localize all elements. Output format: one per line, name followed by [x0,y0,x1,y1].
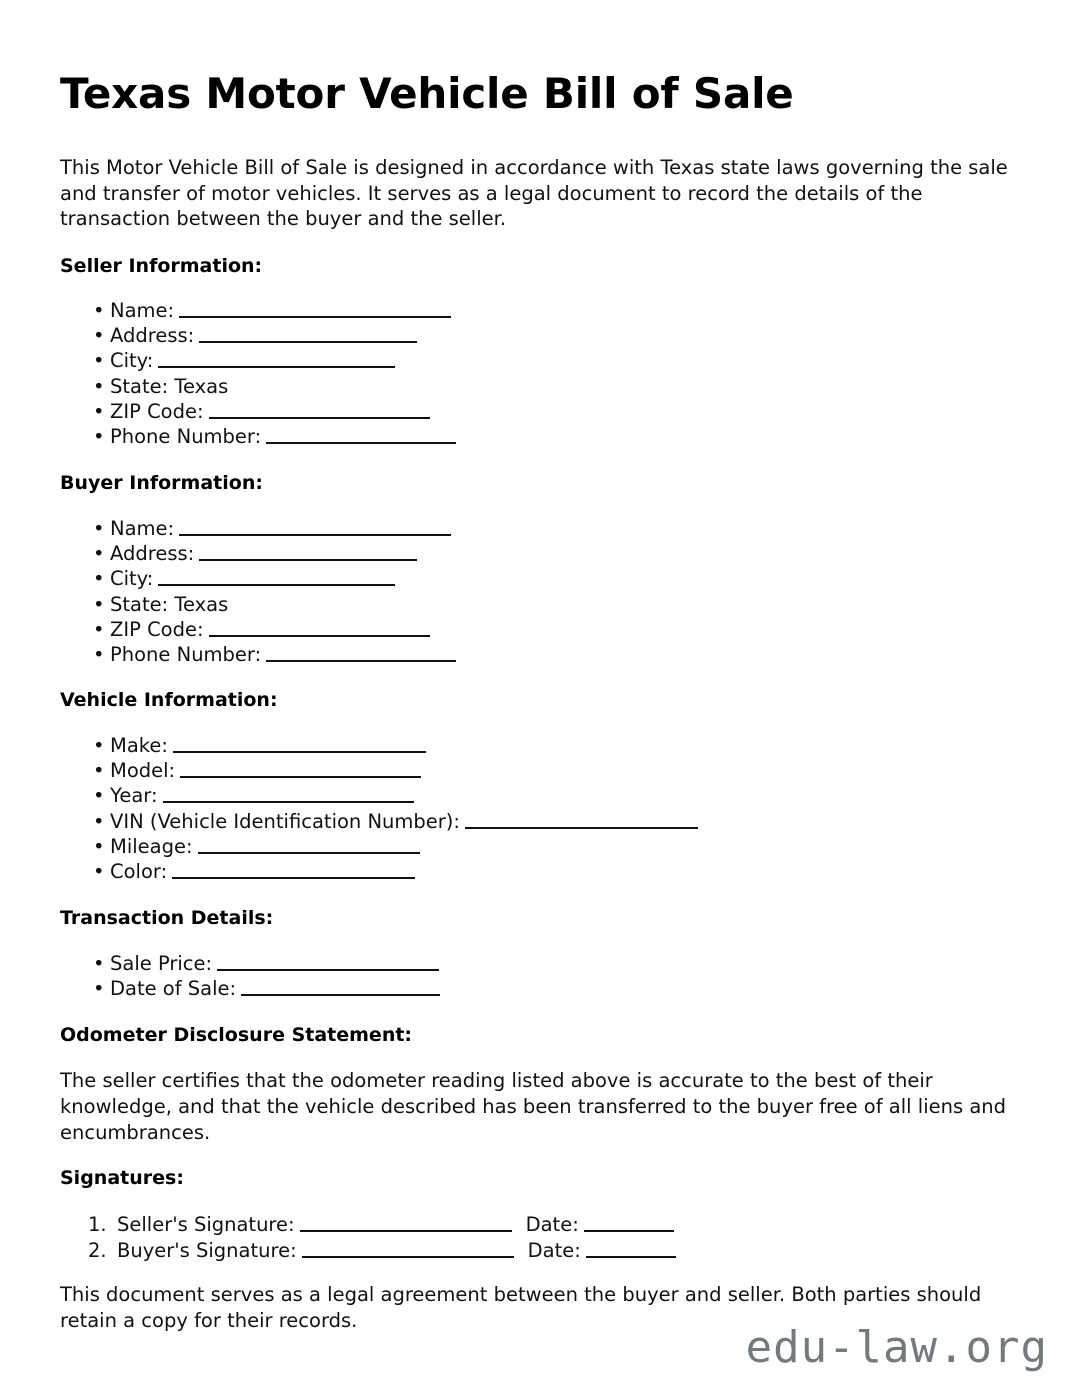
bullet-icon: • [93,592,105,616]
bullet-icon: • [93,542,105,566]
transaction-field-item [60,976,440,1001]
seller-field-item [60,399,456,424]
signature-date-blank-field[interactable] [584,1215,674,1232]
vehicle-field-label: VIN (Vehicle Identification Number): [110,809,460,833]
odometer-disclosure-heading: Odometer Disclosure Statement: [60,1024,413,1046]
buyer-field-item [60,642,456,667]
signature-date-label: Date: [525,1213,579,1236]
buyer-field-label: City: [110,567,154,591]
buyer-field-item [60,592,456,617]
buyer-field-blank-field[interactable] [266,645,456,662]
buyer-field-item [60,566,456,591]
vehicle-information-heading: Vehicle Information: [60,689,278,711]
seller-field-label: Name: [110,299,175,322]
buyer-field-blank-field[interactable] [179,519,451,536]
bullet-icon: • [93,324,105,348]
seller-field-label: Phone Number: [110,425,262,449]
buyer-field-label: Name: [110,517,175,540]
vehicle-field-blank-field[interactable] [465,812,698,829]
signature-row-label: Seller's Signature: [117,1213,295,1236]
seller-field-label: Address: [110,324,195,348]
transaction-details-list [60,951,440,1001]
intro-paragraph: This Motor Vehicle Bill of Sale is designed in accordance with Texas state laws governing the sale and transfer of motor vehicles. It serves as a legal document to record the details of the transaction between the buyer and the seller. [60,156,1008,230]
buyer-field-item [60,617,456,642]
seller-field-item [60,348,456,373]
signature-row-label: Buyer's Signature: [117,1238,297,1262]
buyer-field-item [60,541,456,566]
buyer-field-label: Address: [110,542,195,566]
bullet-icon: • [93,784,105,808]
vehicle-information-list [60,733,698,884]
seller-field-item [60,374,456,399]
bullet-icon: • [93,952,105,975]
seller-field-blank-field[interactable] [199,326,417,343]
signature-blank-field[interactable] [302,1241,514,1258]
vehicle-field-label: Model: [110,759,176,783]
seller-field-blank-field[interactable] [158,351,395,368]
bullet-icon: • [93,834,105,858]
vehicle-field-item [60,834,698,859]
transaction-field-label: Date of Sale: [110,977,237,1001]
signature-blank-field[interactable] [300,1215,512,1232]
seller-information-list [60,298,456,449]
transaction-field-blank-field[interactable] [217,954,439,971]
seller-field-label: State: Texas [110,374,229,398]
vehicle-field-blank-field[interactable] [180,761,421,778]
buyer-field-blank-field[interactable] [199,544,417,561]
signature-row [88,1212,676,1238]
buyer-information-list [60,516,456,667]
vehicle-field-label: Make: [110,734,168,757]
seller-field-blank-field[interactable] [179,301,451,318]
bullet-icon: • [93,759,105,783]
seller-field-blank-field[interactable] [266,427,456,444]
transaction-field-label: Sale Price: [110,952,213,975]
vehicle-field-label: Year: [110,784,158,808]
vehicle-field-label: Color: [110,860,168,884]
buyer-field-item [60,516,456,541]
buyer-information-heading: Buyer Information: [60,472,263,494]
site-watermark: edu-law.org [745,1322,1048,1373]
seller-field-label: City: [110,349,154,373]
bullet-icon: • [93,349,105,373]
bullet-icon: • [93,617,105,641]
footer-text: This document serves as a legal agreement between the buyer and seller. Both parties should retain a copy for their records. [60,1283,982,1332]
buyer-field-label: State: Texas [110,592,229,616]
seller-field-item [60,424,456,449]
transaction-details-heading: Transaction Details: [60,907,274,929]
page-title: Texas Motor Vehicle Bill of Sale [60,69,794,118]
vehicle-field-item [60,758,698,783]
seller-field-item [60,323,456,348]
vehicle-field-item [60,809,698,834]
bullet-icon: • [93,299,105,322]
bullet-icon: • [93,643,105,667]
buyer-field-blank-field[interactable] [158,569,395,586]
vehicle-field-item [60,733,698,758]
vehicle-field-item [60,859,698,884]
signature-date-blank-field[interactable] [586,1241,676,1258]
bullet-icon: • [93,399,105,423]
bullet-icon: • [93,977,105,1001]
signatures-heading: Signatures: [60,1167,184,1189]
bullet-icon: • [93,374,105,398]
bullet-icon: • [93,734,105,757]
transaction-field-item [60,951,440,976]
signature-date-label: Date: [527,1238,581,1262]
seller-information-heading: Seller Information: [60,255,263,277]
buyer-field-label: Phone Number: [110,643,262,667]
buyer-field-label: ZIP Code: [110,617,204,641]
bullet-icon: • [93,425,105,449]
signature-row-number: 2. [88,1238,107,1262]
vehicle-field-blank-field[interactable] [198,837,420,854]
seller-field-label: ZIP Code: [110,399,204,423]
vehicle-field-item [60,783,698,808]
vehicle-field-blank-field[interactable] [163,786,414,803]
odometer-disclosure-text: The seller certifies that the odometer reading listed above is accurate to the best of their knowledge, and that the vehicle described has been transferred to the buyer free of all liens and encumbrances. [60,1069,1007,1144]
transaction-field-blank-field[interactable] [241,979,440,996]
seller-field-item [60,298,456,323]
bullet-icon: • [93,567,105,591]
signature-row-number: 1. [88,1213,107,1236]
vehicle-field-label: Mileage: [110,834,193,858]
vehicle-field-blank-field[interactable] [173,736,426,753]
bullet-icon: • [93,517,105,540]
vehicle-field-blank-field[interactable] [172,862,415,879]
seller-field-blank-field[interactable] [209,402,430,419]
bullet-icon: • [93,809,105,833]
signature-row [88,1238,676,1264]
signatures-list [88,1212,676,1263]
bullet-icon: • [93,860,105,884]
buyer-field-blank-field[interactable] [209,620,430,637]
